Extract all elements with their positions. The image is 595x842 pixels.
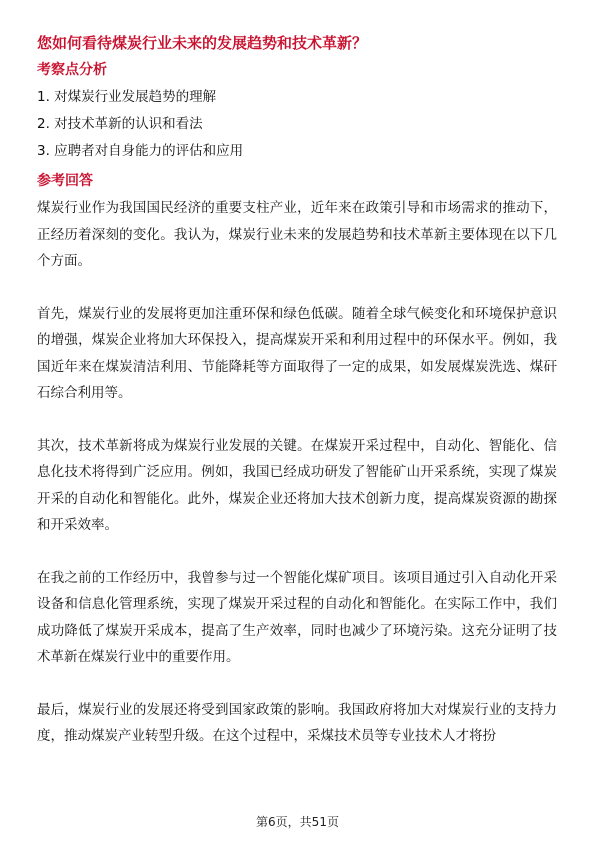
question-title: 您如何看待煤炭行业未来的发展趋势和技术革新？ [37,34,368,52]
analysis-point: 3. 应聘者对自身能力的评估和应用 [37,143,244,159]
answer-paragraph: 煤炭行业作为我国国民经济的重要支柱产业，近年来在政策引导和市场需求的推动下，正经历着深刻的变化。我认为，煤炭行业未来的发展趋势和技术革新主要体现在以下几个方面。 [37,200,557,269]
answer-paragraph: 其次，技术革新将成为煤炭行业发展的关键。在煤炭开采过程中，自动化、智能化、信息化技术将得到广泛应用。例如，我国已经成功研发了智能矿山开采系统，实现了煤炭开采的自动化和智能化。此外，煤炭企业还将加大技术创新力度，提高煤炭资源的勘探和开采效率。 [37,437,557,533]
answer-paragraph: 首先，煤炭行业的发展将更加注重环保和绿色低碳。随着全球气候变化和环境保护意识的增强，煤炭企业将加大环保投入，提高煤炭开采和利用过程中的环保水平。例如，我国近年来在煤炭清洁利用、节能降耗等方面取得了一定的成果，如发展煤炭洗选、煤矸石综合利用等。 [37,305,557,401]
analysis-heading: 考察点分析 [37,62,107,78]
analysis-point: 1. 对煤炭行业发展趋势的理解 [37,89,217,105]
answer-paragraph: 最后，煤炭行业的发展还将受到国家政策的影响。我国政府将加大对煤炭行业的支持力度，推动煤炭产业转型升级。在这个过程中，采煤技术员等专业技术人才将扮 [37,701,557,744]
answer-paragraph: 在我之前的工作经历中，我曾参与过一个智能化煤矿项目。该项目通过引入自动化开采设备和信息化管理系统，实现了煤炭开采过程的自动化和智能化。在实际工作中，我们成功降低了煤炭开采成本，提高了生产效率，同时也减少了环境污染。这充分证明了技术革新在煤炭行业中的重要作用。 [37,569,557,665]
answer-heading: 参考回答 [37,173,93,189]
page-content [37,32,557,750]
answer-body [37,195,557,750]
analysis-points-list [37,84,557,165]
page-number-footer: 第6页，共51页 [256,815,339,829]
analysis-point: 2. 对技术革新的认识和看法 [37,116,203,132]
